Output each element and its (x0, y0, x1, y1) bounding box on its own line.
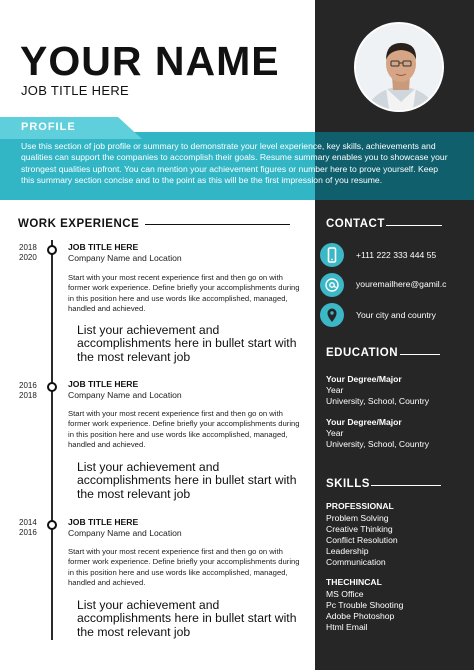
contact-location: Your city and country (356, 310, 436, 320)
profile-heading: PROFILE (21, 121, 76, 133)
experience-job-title: JOB TITLE HERE (68, 517, 139, 527)
contact-phone[interactable]: +111 222 333 444 55 (356, 250, 437, 260)
experience-achievements: List your achievement and accomplishments here in bullet start with the most relevant job (77, 460, 297, 501)
year-end: 2020 (19, 253, 37, 262)
email-icon (320, 273, 344, 297)
skill-item: Pc Trouble Shooting (326, 600, 404, 610)
education-divider (400, 354, 440, 355)
skill-item: MS Office (326, 589, 364, 599)
profile-summary: Use this section of job profile or summary to demonstrate your level experience, key skills, achievements and qualities can support the companies to accomplish their goals. Resume summary enables you to showcase your strongest qualities upfront. You can mention your achievement figures or number here to prove yourself. Keep this summary section concise and to the point as this will be the first impression of you resume. (21, 141, 448, 185)
experience-years (19, 381, 37, 401)
education-school: University, School, Country (326, 396, 430, 406)
skill-item: Conflict Resolution (326, 535, 398, 545)
location-pin-icon (320, 303, 344, 327)
skill-item: Html Email (326, 622, 368, 632)
work-experience-heading: WORK EXPERIENCE (18, 218, 140, 230)
profile-photo (354, 22, 444, 112)
experience-company: Company Name and Location (68, 390, 182, 400)
year-start: 2014 (19, 518, 37, 527)
experience-years (19, 518, 37, 538)
education-heading: EDUCATION (326, 347, 399, 359)
education-school: University, School, Country (326, 439, 430, 449)
experience-description: Start with your most recent experience first and then go on with former work experience. Define briefly your accomplishments during in this position here and use words like accomplished, managed, handled and achieved. (68, 409, 300, 450)
experience-achievements: List your achievement and accomplishments here in bullet start with the most relevant job (77, 598, 297, 639)
experience-description: Start with your most recent experience first and then go on with former work experience. Define briefly your accomplishments during in this position here and use words like accomplished, managed, handled and achieved. (68, 273, 300, 314)
timeline-dot (47, 382, 57, 392)
education-year: Year (326, 385, 344, 395)
skill-item: Creative Thinking (326, 524, 393, 534)
person-portrait-icon (356, 24, 444, 112)
experience-description: Start with your most recent experience first and then go on with former work experience. Define briefly your accomplishments during in this position here and use words like accomplished, managed, handled and achieved. (68, 547, 300, 588)
experience-company: Company Name and Location (68, 253, 182, 263)
skill-list (326, 589, 403, 633)
candidate-name: YOUR NAME (20, 38, 280, 84)
timeline-line (51, 240, 53, 640)
education-year: Year (326, 428, 344, 438)
education-degree: Your Degree/Major (326, 374, 402, 384)
contact-divider (386, 225, 442, 226)
timeline-dot (47, 520, 57, 530)
experience-achievements: List your achievement and accomplishments here in bullet start with the most relevant job (77, 323, 297, 364)
contact-email[interactable]: youremailhere@gamil.c (356, 279, 447, 289)
year-start: 2018 (19, 243, 37, 252)
year-end: 2016 (19, 528, 37, 537)
skills-heading: SKILLS (326, 478, 370, 490)
experience-years (19, 243, 37, 263)
skill-item: Problem Solving (326, 513, 389, 523)
education-degree: Your Degree/Major (326, 417, 402, 427)
experience-company: Company Name and Location (68, 528, 182, 538)
year-start: 2016 (19, 381, 37, 390)
timeline-dot (47, 245, 57, 255)
year-end: 2018 (19, 391, 37, 400)
skill-item: Leadership (326, 546, 369, 556)
skill-item: Communication (326, 557, 386, 567)
job-title: JOB TITLE HERE (21, 83, 129, 98)
skills-divider (371, 485, 441, 486)
experience-job-title: JOB TITLE HERE (68, 242, 139, 252)
work-experience-divider (145, 224, 290, 225)
skill-item: Adobe Photoshop (326, 611, 395, 621)
experience-job-title: JOB TITLE HERE (68, 379, 139, 389)
skill-group-title: THECHINCAL (326, 577, 382, 587)
skill-group-title: PROFESSIONAL (326, 501, 394, 511)
contact-heading: CONTACT (326, 218, 385, 230)
phone-icon (320, 243, 344, 267)
skill-list (326, 513, 398, 568)
